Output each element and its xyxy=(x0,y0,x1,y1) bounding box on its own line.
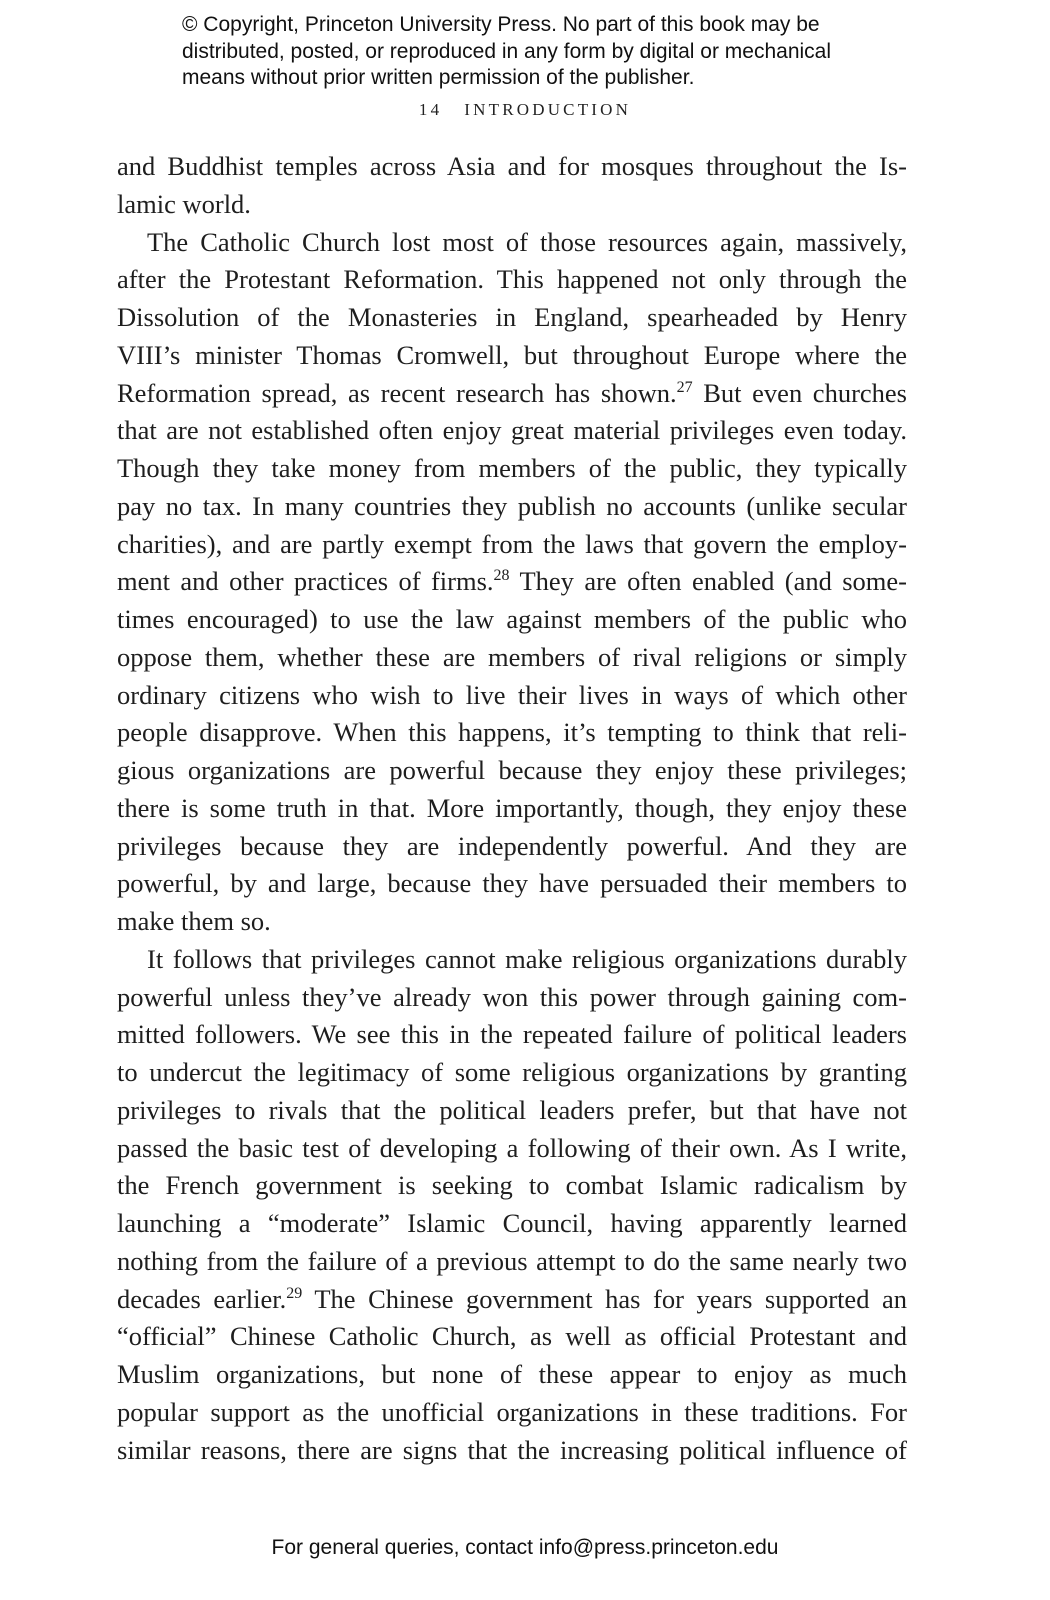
copyright-line: © Copyright, Princeton University Press. No part of this book may be xyxy=(182,13,820,36)
text-segment: decades earlier. xyxy=(117,1283,287,1314)
text-line: popular support as the unofficial organizations in these traditions. For xyxy=(117,1396,907,1427)
text-line: the French government is seeking to combat Islamic radicalism by xyxy=(117,1170,907,1201)
text-line: oppose them, whether these are members of rival religions or simply xyxy=(117,641,907,672)
copyright-line: means without prior written permission of the publisher. xyxy=(182,66,695,89)
text-segment: Reformation spread, as recent research has shown. xyxy=(117,377,677,408)
text-segment: But even churches xyxy=(692,377,907,408)
text-line: privileges because they are independently powerful. And they are xyxy=(117,830,907,861)
text-line: there is some truth in that. More importantly, though, they enjoy these xyxy=(117,792,907,823)
text-line: that are not established often enjoy great material privileges even today. xyxy=(117,415,907,446)
text-line: after the Protestant Reformation. This happened not only through the xyxy=(117,264,907,295)
page-number: 14 xyxy=(418,100,443,119)
copyright-line: distributed, posted, or reproduced in any form by digital or mechanical xyxy=(182,39,832,63)
text-line: pay no tax. In many countries they publish no accounts (unlike secular xyxy=(117,490,907,521)
text-line: passed the basic test of developing a following of their own. As I write, xyxy=(117,1132,907,1163)
text-line: ordinary citizens who wish to live their lives in ways of which other xyxy=(117,679,907,710)
body-text xyxy=(117,148,907,1469)
copyright-notice xyxy=(182,12,942,92)
text-segment: The Chinese government has for years supported an xyxy=(302,1283,908,1314)
running-head xyxy=(0,100,1050,120)
text-line: Though they take money from members of the public, they typically xyxy=(117,453,907,483)
text-line: Muslim organizations, but none of these appear to enjoy as much xyxy=(117,1359,907,1389)
text-line: VIII’s minister Thomas Cromwell, but throughout Europe where the xyxy=(117,339,907,370)
text-line: charities), and are partly exempt from the laws that govern the employ- xyxy=(117,528,907,559)
text-line: powerful unless they’ve already won this power through gaining com- xyxy=(117,981,907,1012)
text-line xyxy=(117,1281,907,1319)
text-line: launching a “moderate” Islamic Council, having apparently learned xyxy=(117,1208,907,1238)
text-line: lamic world. xyxy=(117,188,251,219)
text-segment: ment and other practices of firms. xyxy=(117,566,494,597)
footer-contact: For general queries, contact info@press.princeton.edu xyxy=(271,1536,779,1559)
text-line: powerful, by and large, because they have persuaded their members to xyxy=(117,868,907,899)
text-line: and Buddhist temples across Asia and for mosques throughout the Is- xyxy=(117,151,907,181)
footnote-ref-29[interactable]: 29 xyxy=(286,1284,303,1302)
text-line: similar reasons, there are signs that the increasing political influence of xyxy=(117,1434,907,1465)
text-line: Dissolution of the Monasteries in England, spearheaded by Henry xyxy=(117,302,907,332)
text-line xyxy=(117,375,907,413)
text-line: It follows that privileges cannot make religious organizations durably xyxy=(147,943,907,974)
text-line: The Catholic Church lost most of those resources again, massively, xyxy=(147,226,907,257)
text-line: nothing from the failure of a previous attempt to do the same nearly two xyxy=(117,1245,907,1276)
text-line: mitted followers. We see this in the repeated failure of political leaders xyxy=(117,1019,907,1050)
footnote-ref-28[interactable]: 28 xyxy=(493,567,510,585)
text-line: gious organizations are powerful because they enjoy these privileges; xyxy=(117,755,907,785)
footnote-ref-27[interactable]: 27 xyxy=(676,378,693,396)
text-line: privileges to rivals that the political leaders prefer, but that have not xyxy=(117,1094,907,1125)
text-line: “official” Chinese Catholic Church, as well as official Protestant and xyxy=(117,1321,907,1352)
text-segment: They are often enabled (and some- xyxy=(509,566,908,597)
text-line: people disapprove. When this happens, it’s tempting to think that reli- xyxy=(117,717,907,748)
running-head-section: INTRODUCTION xyxy=(464,100,632,119)
text-line: make them so. xyxy=(117,906,271,936)
text-line: times encouraged) to use the law against members of the public who xyxy=(117,604,907,634)
text-line xyxy=(117,563,907,601)
text-line: to undercut the legitimacy of some religious organizations by granting xyxy=(117,1057,907,1087)
